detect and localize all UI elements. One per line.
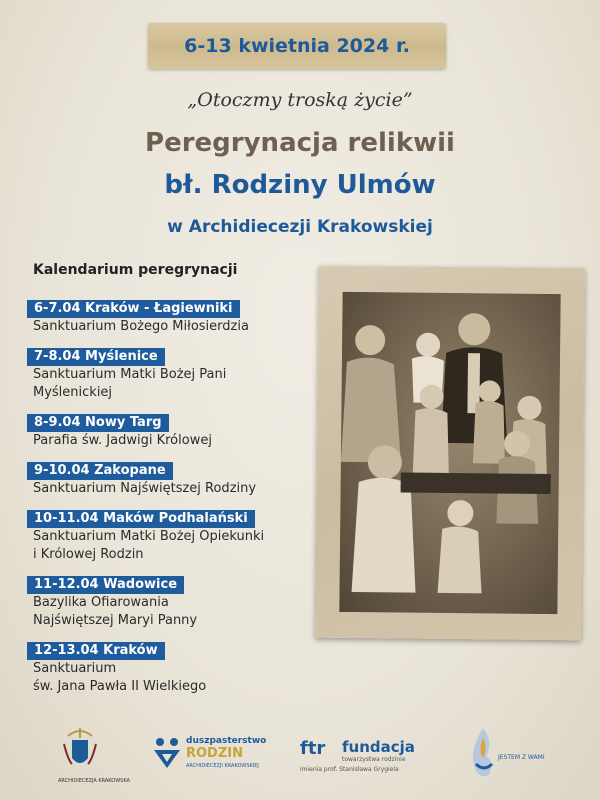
schedule-entry xyxy=(27,639,317,696)
duszpasterstwo-line3: ARCHIDIECEZJI KRAKOWSKIEJ xyxy=(186,763,259,769)
fundacja-line1: fundacja xyxy=(342,738,415,756)
entry-venue: Sanktuarium Matki Bożej Pani xyxy=(33,367,227,382)
entry-date-place: 7-8.04 Myślenice xyxy=(27,348,165,366)
ftr-mark: ftr xyxy=(300,738,326,759)
flame-icon xyxy=(468,724,498,780)
motto: „Otoczmy troską życie” xyxy=(187,89,413,111)
duszpasterstwo-line2: RODZIN xyxy=(186,746,243,761)
fundacja-logo xyxy=(300,738,430,782)
entry-date-place: 12-13.04 Kraków xyxy=(27,642,165,660)
entry-venue: św. Jana Pawła II Wielkiego xyxy=(33,679,207,694)
date-banner xyxy=(148,23,446,69)
family-photo xyxy=(339,292,560,614)
partner-logos xyxy=(0,720,600,790)
entry-venue: Myślenickiej xyxy=(33,385,113,400)
entry-venue: Najświętszej Maryi Panny xyxy=(33,613,198,628)
entry-venue: Parafia św. Jadwigi Królowej xyxy=(33,433,212,448)
entry-venue: Sanktuarium xyxy=(33,661,117,676)
crest-icon xyxy=(58,726,102,774)
duszpasterstwo-line1: duszpasterstwo xyxy=(186,736,267,746)
schedule-entry xyxy=(27,297,317,336)
page-location: w Archidiecezji Krakowskiej xyxy=(167,217,433,237)
page-title: Peregrynacja relikwii xyxy=(145,128,455,158)
archdiocese-logo xyxy=(58,726,130,786)
entry-date-place: 9-10.04 Zakopane xyxy=(27,462,173,480)
schedule-entry xyxy=(27,573,317,630)
entry-venue: Bazylika Ofiarowania xyxy=(33,595,169,610)
family-photo-illustration xyxy=(339,292,560,614)
event-date: 6-13 kwietnia 2024 r. xyxy=(184,35,410,57)
calendar-heading: Kalendarium peregrynacji xyxy=(33,262,238,278)
duszpasterstwo-logo xyxy=(152,736,267,776)
entry-venue: Sanktuarium Matki Bożej Opiekunki xyxy=(33,529,265,544)
fundacja-line2: towarzystwa rodzinie xyxy=(342,756,406,763)
entry-date-place: 8-9.04 Nowy Targ xyxy=(27,414,169,432)
entry-venue: Sanktuarium Najświętszej Rodziny xyxy=(33,481,257,496)
schedule-entry xyxy=(27,507,317,564)
entry-venue: Sanktuarium Bożego Miłosierdzia xyxy=(33,319,249,334)
schedule-entry xyxy=(27,345,317,402)
entry-date-place: 11-12.04 Wadowice xyxy=(27,576,184,594)
fundacja-line3: imienia prof. Stanisława Grygiela xyxy=(300,766,399,773)
entry-date-place: 10-11.04 Maków Podhalański xyxy=(27,510,255,528)
jestem-logo xyxy=(468,724,548,786)
entry-date-place: 6-7.04 Kraków - Łagiewniki xyxy=(27,300,240,318)
page-subtitle: bł. Rodziny Ulmów xyxy=(164,170,436,200)
family-symbol-icon xyxy=(152,736,182,770)
archdiocese-caption: ARCHIDIECEZJA KRAKOWSKA xyxy=(58,778,130,784)
family-photo-frame xyxy=(315,266,585,641)
entry-venue: i Królowej Rodzin xyxy=(33,547,144,562)
schedule-entry xyxy=(27,459,317,498)
schedule-list xyxy=(27,297,317,705)
jestem-caption: JESTEM Z WAMI xyxy=(498,754,545,761)
schedule-entry xyxy=(27,411,317,450)
